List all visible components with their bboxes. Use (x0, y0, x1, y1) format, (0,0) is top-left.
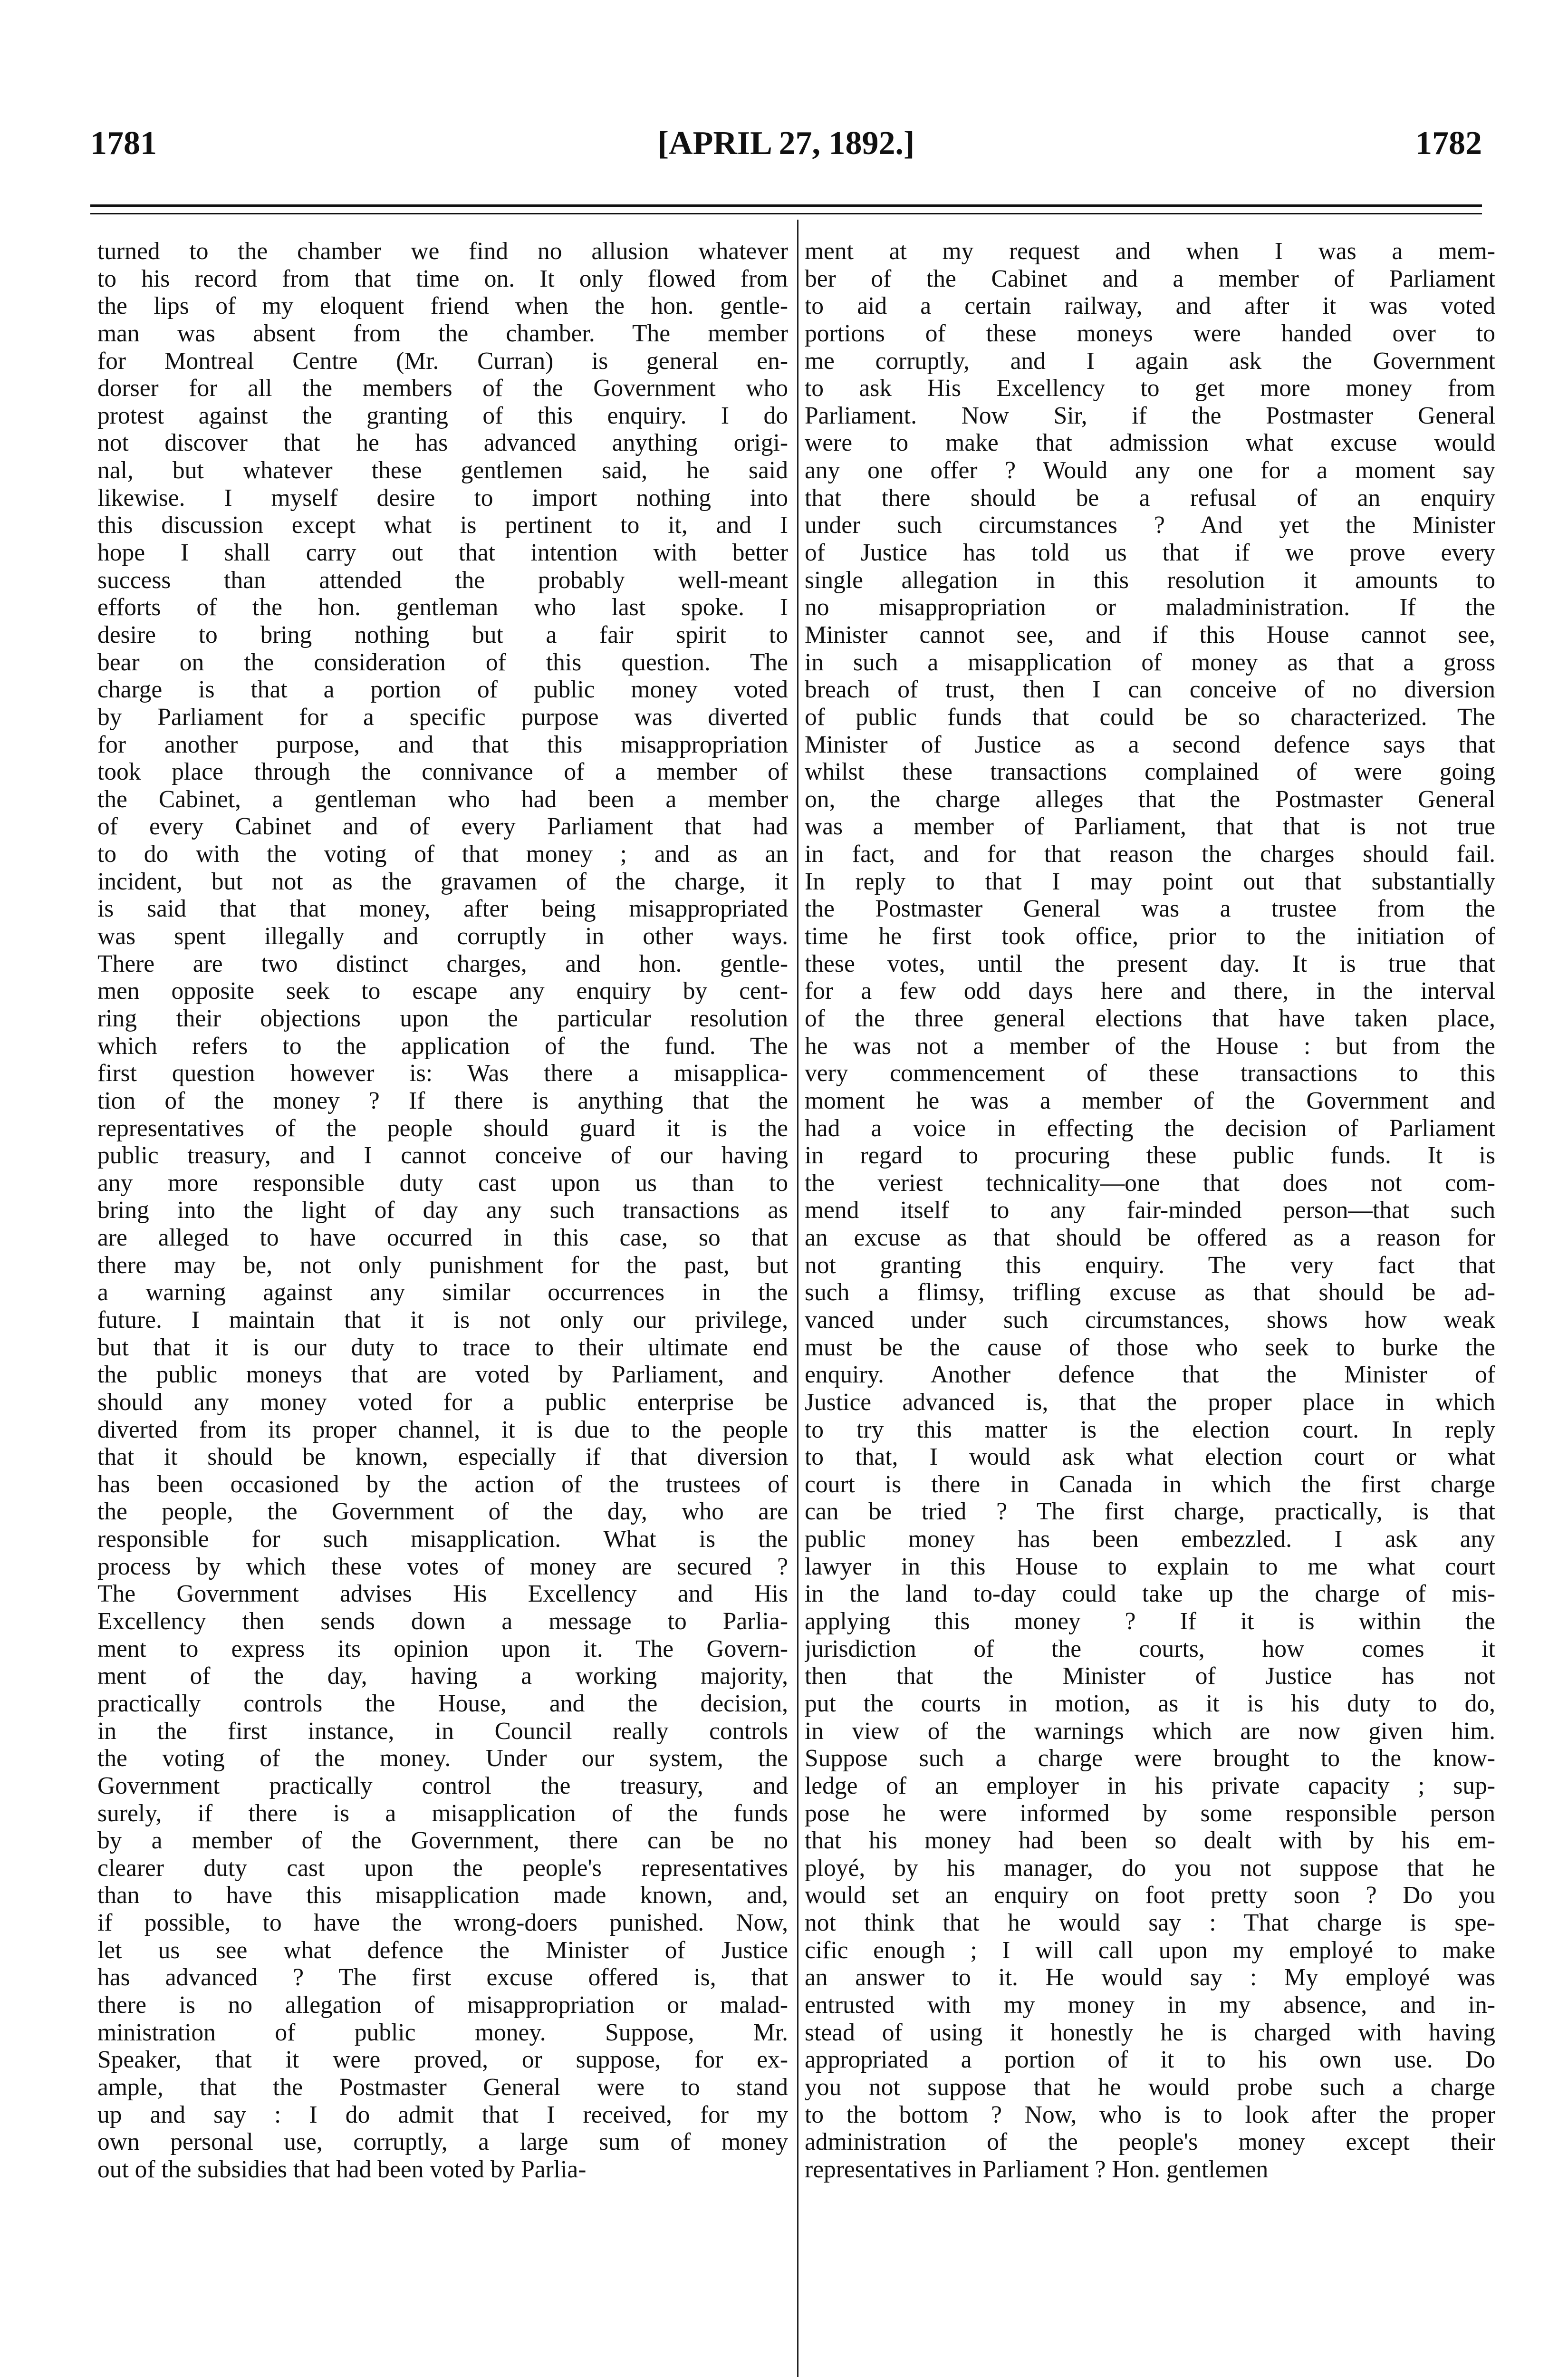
text-line: such a flimsy, trifling excuse as that should be ad- (805, 1279, 1495, 1306)
text-line: own personal use, corruptly, a large sum of money (97, 2128, 788, 2156)
text-line: to try this matter is the election court. In reply (805, 1416, 1495, 1443)
text-line: which refers to the application of the fund. The (97, 1032, 788, 1060)
text-line: under such circumstances ? And yet the Minister (805, 512, 1495, 539)
text-line: if possible, to have the wrong-doers punished. Now, (97, 1909, 788, 1937)
text-line: Government practically control the treasury, and (97, 1772, 788, 1799)
text-line: any more responsible duty cast upon us than to (97, 1169, 788, 1197)
text-line: an answer to it. He would say : My employé was (805, 1964, 1495, 1991)
text-line: administration of the people's money except their (805, 2128, 1495, 2156)
text-line: Speaker, that it were proved, or suppose, for ex- (97, 2046, 788, 2074)
text-line: stead of using it honestly he is charged with having (805, 2019, 1495, 2046)
text-line: this discussion except what is pertinent to it, and I (97, 512, 788, 539)
text-line: efforts of the hon. gentleman who last spoke. I (97, 594, 788, 621)
text-line: by a member of the Government, there can be no (97, 1827, 788, 1855)
right-text-column (805, 238, 1495, 2377)
text-line: entrusted with my money in my absence, and in- (805, 1991, 1495, 2019)
text-line: ment of the day, having a working majority, (97, 1662, 788, 1690)
text-line: that his money had been so dealt with by his em- (805, 1827, 1495, 1855)
text-line: me corruptly, and I again ask the Government (805, 347, 1495, 375)
text-line: single allegation in this resolution it amounts to (805, 566, 1495, 594)
text-line: the veriest technicality—one that does not com- (805, 1169, 1495, 1197)
text-line: of the three general elections that have taken place, (805, 1005, 1495, 1032)
text-line: to that, I would ask what election court or what (805, 1443, 1495, 1471)
text-line: cific enough ; I will call upon my employé to make (805, 1936, 1495, 1964)
text-line: to do with the voting of that money ; and as an (97, 841, 788, 868)
text-line: men opposite seek to escape any enquiry by cent- (97, 977, 788, 1005)
text-line: public treasury, and I cannot conceive of our having (97, 1142, 788, 1169)
text-line: Parliament. Now Sir, if the Postmaster General (805, 402, 1495, 429)
text-line: the lips of my eloquent friend when the hon. gentle- (97, 292, 788, 320)
text-line: then that the Minister of Justice has not (805, 1662, 1495, 1690)
text-line: would set an enquiry on foot pretty soon ? Do you (805, 1882, 1495, 1909)
text-line: appropriated a portion of it to his own use. Do (805, 2046, 1495, 2074)
text-line: vanced under such circumstances, shows how weak (805, 1306, 1495, 1333)
text-line: are alleged to have occurred in this case, so that (97, 1224, 788, 1252)
header-rule-thin (90, 213, 1482, 214)
text-line: ring their objections upon the particular resolution (97, 1005, 788, 1032)
text-line: in the land to-day could take up the charge of mis- (805, 1580, 1495, 1608)
text-line: representatives of the people should guard it is the (97, 1114, 788, 1142)
text-line: portions of these moneys were handed over to (805, 319, 1495, 347)
text-line: the public moneys that are voted by Parliament, and (97, 1361, 788, 1389)
text-line: can be tried ? The first charge, practically, is that (805, 1498, 1495, 1526)
text-line: was a member of Parliament, that that is not true (805, 813, 1495, 841)
text-line: let us see what defence the Minister of Justice (97, 1936, 788, 1964)
issue-date: [APRIL 27, 1892.] (657, 125, 915, 162)
text-line: an excuse as that should be offered as a reason for (805, 1224, 1495, 1252)
text-line: you not suppose that he would probe such a charge (805, 2073, 1495, 2101)
text-line: the Postmaster General was a trustee from the (805, 895, 1495, 923)
text-line: ment at my request and when I was a mem- (805, 238, 1495, 265)
text-line: Excellency then sends down a message to Parlia- (97, 1608, 788, 1635)
text-line: by Parliament for a specific purpose was diverted (97, 703, 788, 731)
text-line: were to make that admission what excuse would (805, 429, 1495, 457)
text-line: ministration of public money. Suppose, Mr. (97, 2019, 788, 2046)
text-line: man was absent from the chamber. The member (97, 319, 788, 347)
text-line: mend itself to any fair-minded person—that such (805, 1197, 1495, 1224)
text-line: must be the cause of those who seek to burke the (805, 1333, 1495, 1361)
text-line: than to have this misapplication made known, and, (97, 1882, 788, 1909)
header-rule-thick (90, 204, 1482, 207)
text-line: not discover that he has advanced anything origi- (97, 429, 788, 457)
text-line: success than attended the probably well-meant (97, 566, 788, 594)
text-line: not think that he would say : That charge is spe- (805, 1909, 1495, 1937)
text-line: bear on the consideration of this question. The (97, 648, 788, 676)
text-line: enquiry. Another defence that the Minister of (805, 1361, 1495, 1389)
text-line: there may be, not only punishment for the past, but (97, 1251, 788, 1279)
text-line: hope I shall carry out that intention with better (97, 539, 788, 567)
text-line: dorser for all the members of the Government who (97, 375, 788, 402)
right-page-number: 1782 (1415, 125, 1482, 162)
text-line: charge is that a portion of public money voted (97, 676, 788, 704)
text-line: lawyer in this House to explain to me what court (805, 1553, 1495, 1580)
text-line: in regard to procuring these public funds. It is (805, 1142, 1495, 1169)
text-line: is said that that money, after being misappropriated (97, 895, 788, 923)
text-line: of every Cabinet and of every Parliament that had (97, 813, 788, 841)
text-line: whilst these transactions complained of were going (805, 758, 1495, 786)
text-line: jurisdiction of the courts, how comes it (805, 1635, 1495, 1662)
text-line: diverted from its proper channel, it is due to the people (97, 1416, 788, 1443)
text-line: took place through the connivance of a member of (97, 758, 788, 786)
text-line: in the first instance, in Council really controls (97, 1717, 788, 1745)
text-line: on, the charge alleges that the Postmaster General (805, 785, 1495, 813)
text-line: in fact, and for that reason the charges should fail. (805, 841, 1495, 868)
text-line: representatives in Parliament ? Hon. gentlemen (805, 2155, 1269, 2183)
text-line: to his record from that time on. It only flowed from (97, 265, 788, 292)
left-text-column (97, 238, 788, 2377)
text-line: for a few odd days here and there, in the interval (805, 977, 1495, 1005)
text-line: no misappropriation or maladministration. If the (805, 594, 1495, 621)
text-line: ment to express its opinion upon it. The Govern- (97, 1635, 788, 1662)
text-line: Minister cannot see, and if this House cannot see, (805, 621, 1495, 648)
text-line: to aid a certain railway, and after it was voted (805, 292, 1495, 320)
text-line: turned to the chamber we find no allusion whatever (97, 238, 788, 265)
text-line: was spent illegally and corruptly in other ways. (97, 923, 788, 950)
text-line: the Cabinet, a gentleman who had been a member (97, 785, 788, 813)
text-line: ledge of an employer in his private capacity ; sup- (805, 1772, 1495, 1799)
text-line: for Montreal Centre (Mr. Curran) is general en- (97, 347, 788, 375)
text-line: desire to bring nothing but a fair spirit to (97, 621, 788, 648)
text-line: the voting of the money. Under our system, the (97, 1745, 788, 1772)
text-line: responsible for such misapplication. What is the (97, 1526, 788, 1553)
text-line: ample, that the Postmaster General were to stand (97, 2073, 788, 2101)
text-line: up and say : I do admit that I received, for my (97, 2101, 788, 2128)
text-line: the people, the Government of the day, who are (97, 1498, 788, 1526)
text-line: that it should be known, especially if that diversion (97, 1443, 788, 1471)
text-line: he was not a member of the House : but from the (805, 1032, 1495, 1060)
text-line: ployé, by his manager, do you not suppose that he (805, 1854, 1495, 1882)
text-line: Justice advanced is, that the proper place in which (805, 1388, 1495, 1416)
page-header (90, 125, 1482, 182)
text-line: future. I maintain that it is not only our privilege, (97, 1306, 788, 1333)
text-line: incident, but not as the gravamen of the charge, it (97, 868, 788, 895)
left-page-number: 1781 (90, 125, 157, 162)
text-line: of Justice has told us that if we prove every (805, 539, 1495, 567)
text-line: likewise. I myself desire to import nothing into (97, 484, 788, 512)
text-line: public money has been embezzled. I ask any (805, 1526, 1495, 1553)
text-line: bring into the light of day any such transactions as (97, 1197, 788, 1224)
text-line: in view of the warnings which are now given him. (805, 1717, 1495, 1745)
text-line: that there should be a refusal of an enquiry (805, 484, 1495, 512)
text-line: surely, if there is a misapplication of the funds (97, 1799, 788, 1827)
text-line: of public funds that could be so characterized. The (805, 703, 1495, 731)
text-line: there is no allegation of misappropriation or malad- (97, 1991, 788, 2019)
text-line: protest against the granting of this enquiry. I do (97, 402, 788, 429)
text-line: applying this money ? If it is within the (805, 1608, 1495, 1635)
text-line: pose he were informed by some responsible person (805, 1799, 1495, 1827)
text-line: first question however is: Was there a misapplica- (97, 1060, 788, 1087)
text-line: Minister of Justice as a second defence says that (805, 731, 1495, 758)
text-line: to the bottom ? Now, who is to look after the proper (805, 2101, 1495, 2128)
text-line: tion of the money ? If there is anything that the (97, 1087, 788, 1114)
text-line: for another purpose, and that this misappropriation (97, 731, 788, 758)
text-line: court is there in Canada in which the first charge (805, 1470, 1495, 1498)
text-line: clearer duty cast upon the people's representatives (97, 1854, 788, 1882)
text-line: not granting this enquiry. The very fact that (805, 1251, 1495, 1279)
text-line: practically controls the House, and the decision, (97, 1690, 788, 1717)
text-line: ber of the Cabinet and a member of Parliament (805, 265, 1495, 292)
text-line: has advanced ? The first excuse offered is, that (97, 1964, 788, 1991)
text-line: breach of trust, then I can conceive of no diversion (805, 676, 1495, 704)
text-line: Suppose such a charge were brought to the know- (805, 1745, 1495, 1772)
text-line: out of the subsidies that had been voted by Parlia- (97, 2155, 587, 2183)
text-line: In reply to that I may point out that substantially (805, 868, 1495, 895)
text-line: these votes, until the present day. It is true that (805, 950, 1495, 977)
text-line: has been occasioned by the action of the trustees of (97, 1470, 788, 1498)
text-line: any one offer ? Would any one for a moment say (805, 457, 1495, 484)
text-line: nal, but whatever these gentlemen said, he said (97, 457, 788, 484)
text-line: but that it is our duty to trace to their ultimate end (97, 1333, 788, 1361)
text-line: had a voice in effecting the decision of Parliament (805, 1114, 1495, 1142)
text-line: process by which these votes of money are secured ? (97, 1553, 788, 1580)
text-line: to ask His Excellency to get more money from (805, 375, 1495, 402)
text-line: time he first took office, prior to the initiation of (805, 923, 1495, 950)
text-line: should any money voted for a public enterprise be (97, 1388, 788, 1416)
text-line: moment he was a member of the Government and (805, 1087, 1495, 1114)
text-line: The Government advises His Excellency and His (97, 1580, 788, 1608)
column-divider (797, 220, 798, 2377)
text-line: very commencement of these transactions to this (805, 1060, 1495, 1087)
text-line: in such a misapplication of money as that a gross (805, 648, 1495, 676)
text-line: put the courts in motion, as it is his duty to do, (805, 1690, 1495, 1717)
text-line: a warning against any similar occurrences in the (97, 1279, 788, 1306)
text-line: There are two distinct charges, and hon. gentle- (97, 950, 788, 977)
